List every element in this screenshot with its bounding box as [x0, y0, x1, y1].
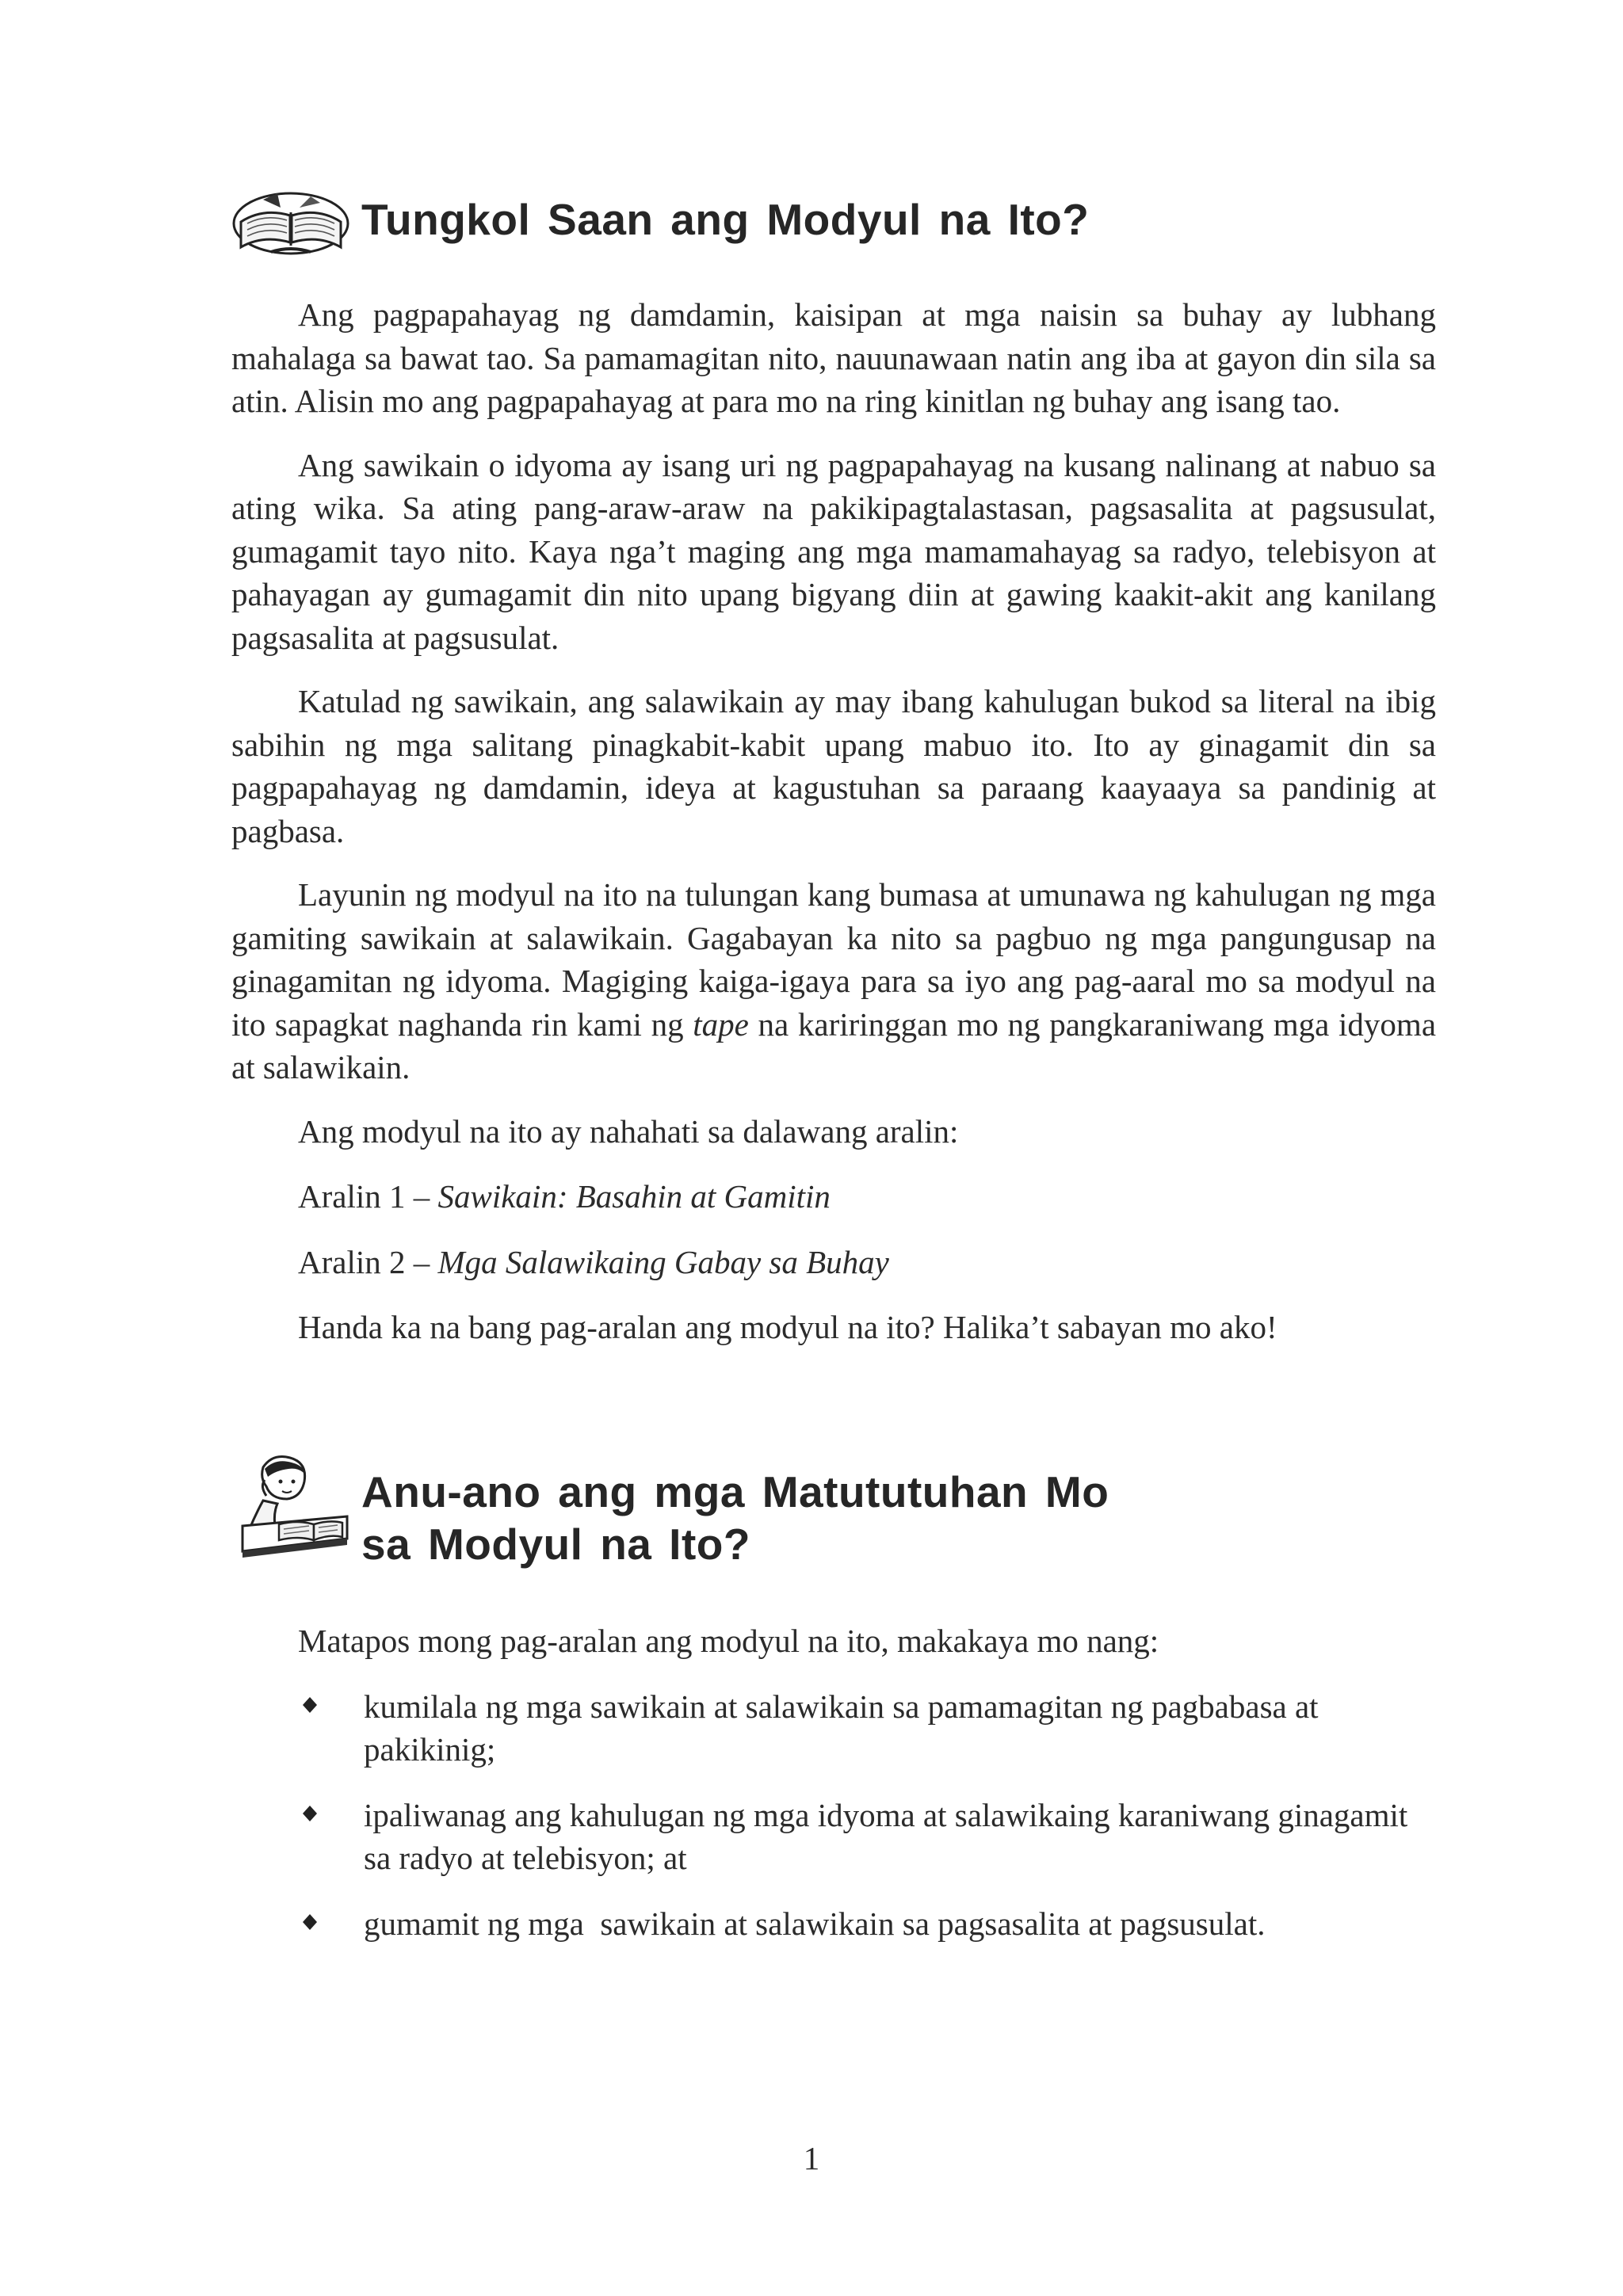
list-item-text: ipaliwanag ang kahulugan ng mga idyoma at salawikaing karaniwang ginagamit sa radyo at telebisyon; at — [364, 1796, 1408, 1876]
section-title: Tungkol Saan ang Modyul na Ito? — [361, 195, 1090, 244]
section-title — [361, 1466, 1109, 1570]
lesson-item — [231, 1175, 1436, 1219]
list-item — [231, 1685, 1436, 1772]
section-body-about — [231, 293, 1436, 1371]
list-item-text: kumilala ng mga sawikain at salawikain sa pamamagitan ng pagbabasa at pakikinig; — [364, 1688, 1319, 1768]
closing-line: Handa ka na bang pag-aralan ang modyul na ito? Halika’t sabayan mo ako! — [298, 1309, 1277, 1345]
paragraph: Ang pagpapahayag ng damdamin, kaisipan at mga naisin sa buhay ay lubhang mahalaga sa bawat tao. Sa pamamagitan nito, nauunawaan natin ang iba at gayon din sila sa atin. Alisin mo ang pagpapahayag at para mo na ring kinitlan ng buhay ang isang tao. — [231, 296, 1436, 419]
list-item-text: gumamit ng mga sawikain at salawikain sa pagsasalita at pagsusulat. — [364, 1905, 1266, 1942]
paragraph-text: Layunin ng modyul na ito na tulungan kang bumasa at umunawa ng kahulugan ng mga gamiting sawikain at salawikain. Gagabayan ka nito sa pagbuo ng mga pangungusap na ginagamitan ng idyoma. Magiging kaiga-igaya para sa iyo ang pag-aaral mo sa modyul na ito sapagkat naghanda rin kami ng — [231, 876, 1436, 1043]
list-item — [231, 1902, 1436, 1946]
paragraph: Ang sawikain o idyoma ay isang uri ng pagpapahayag na kusang nalinang at nabuo sa ating wika. Sa ating pang-araw-araw na pakikipagtalastasan, pagsasalita at pagsusulat, gumagamit tayo nito. Kaya nga’t maging ang mga mamamahayag sa radyo, telebisyon at pahayagan ay gumagamit din nito upang bigyang diin at gawing kaakit-akit ang kanilang pagsasalita at pagsusulat. — [231, 446, 1436, 656]
paragraph-text: na kariringgan mo ng pangkaraniwang mga idyoma at salawikain. — [231, 1005, 1437, 1085]
section-title-line: sa Modyul na Ito? — [361, 1520, 750, 1569]
lesson-label: Aralin 2 – — [298, 1243, 430, 1280]
lesson-item — [231, 1241, 1436, 1284]
section-heading-objectives — [231, 1451, 1109, 1570]
diamond-bullet-icon — [301, 1805, 319, 1822]
objectives-list — [231, 1685, 1436, 1946]
diamond-bullet-icon — [301, 1696, 319, 1714]
lesson-title: Mga Salawikaing Gabay sa Buhay — [437, 1243, 889, 1280]
list-item — [231, 1794, 1436, 1880]
student-reading-icon — [231, 1451, 350, 1562]
section-body-objectives — [231, 1619, 1436, 1967]
lesson-title: Sawikain: Basahin at Gamitin — [437, 1178, 831, 1215]
open-book-icon — [231, 176, 350, 258]
section-title-line: Anu-ano ang mga Matututuhan Mo — [361, 1467, 1109, 1516]
objectives-intro: Matapos mong pag-aralan ang modyul na ito, makakaya mo nang: — [298, 1623, 1159, 1659]
lessons-intro: Ang modyul na ito ay nahahati sa dalawang aralin: — [298, 1112, 959, 1150]
page-number: 1 — [803, 2140, 820, 2176]
diamond-bullet-icon — [301, 1913, 319, 1931]
section-heading-about — [231, 176, 1089, 258]
lesson-label: Aralin 1 – — [298, 1178, 430, 1215]
paragraph — [231, 873, 1436, 1089]
paragraph: Katulad ng sawikain, ang salawikain ay may ibang kahulugan bukod sa literal na ibig sabihin ng mga salitang pinagkabit-kabit upang mabuo ito. Ito ay ginagamit din sa pagpapahayag ng damdamin, ideya at kagustuhan sa paraang kaayaaya sa pandinig at pagbasa. — [231, 683, 1436, 849]
italic-term: tape — [693, 1005, 749, 1043]
